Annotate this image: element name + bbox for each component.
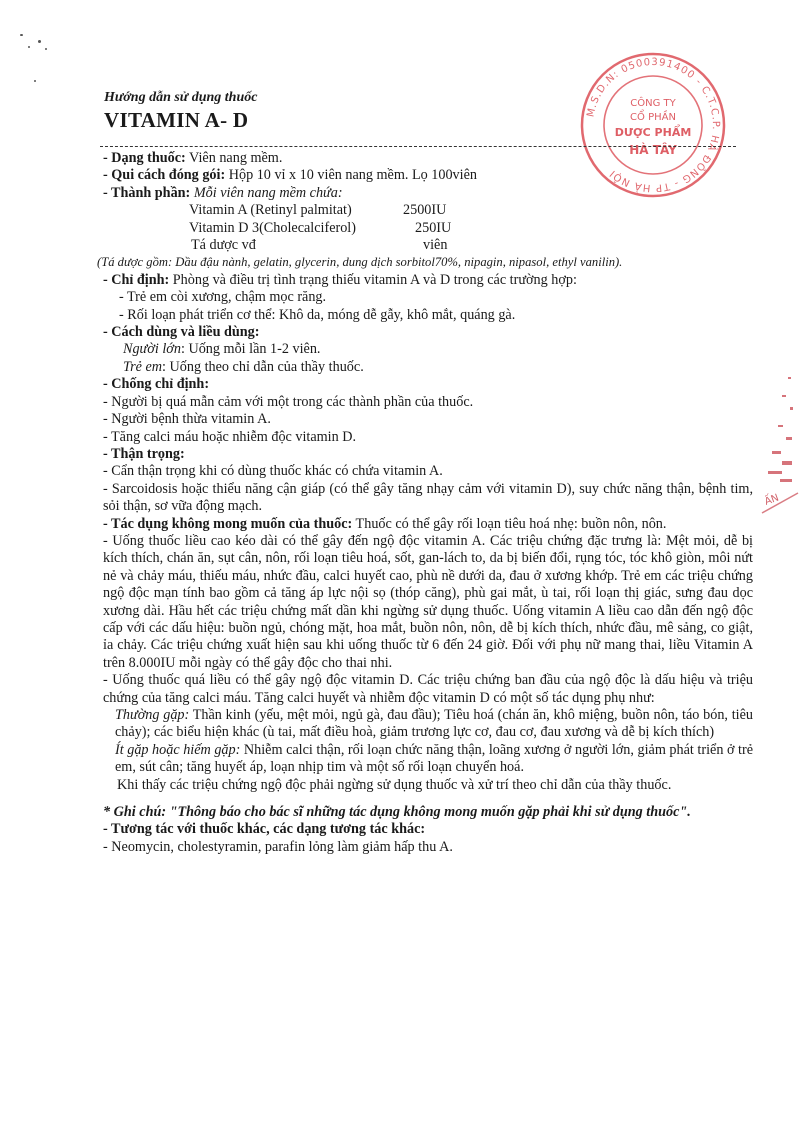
composition-value: 250IU bbox=[415, 219, 452, 236]
composition-name: Vitamin A (Retinyl palmitat) bbox=[189, 202, 352, 219]
composition-row bbox=[103, 237, 753, 254]
stamp-line-4: HÀ TÂY bbox=[629, 143, 677, 157]
chi-dinh-item: - Rối loạn phát triển cơ thể: Khô da, móng dễ gẫy, khô mắt, quáng gà. bbox=[119, 306, 516, 323]
qui-cach-text: Hộp 10 vỉ x 10 viên nang mềm. Lọ 100viên bbox=[225, 167, 477, 184]
than-trong-label: - Thận trọng: bbox=[103, 445, 185, 462]
chong-chi-dinh-label: - Chống chỉ định: bbox=[103, 376, 210, 393]
stamp-line-2: CỔ PHẦN bbox=[630, 112, 676, 123]
chi-dinh-label: - Chỉ định: bbox=[103, 271, 170, 288]
tuong-tac-label: - Tương tác với thuốc khác, các dạng tương tác khác: bbox=[103, 821, 426, 838]
rare-text: Nhiễm calci thận, rối loạn chức năng thận, loãng xương ở người lớn, giảm phát triển ở trẻ em, sút cân; tăng huyết áp, loạn nhịp tim và một số rối loạn chuyển hoá. bbox=[115, 741, 753, 776]
cach-dung-label: - Cách dùng và liều dùng: bbox=[103, 324, 260, 341]
dang-thuoc-line bbox=[103, 150, 753, 167]
thanh-phan-label: - Thành phần: bbox=[103, 184, 191, 201]
document-header bbox=[104, 90, 584, 133]
chong-chi-dinh-item: - Người bị quá mẫn cảm với một trong các thành phần của thuốc. bbox=[103, 393, 474, 410]
cach-dung-child bbox=[103, 359, 753, 376]
excipient-note: (Tá dược gồm: Dầu đậu nành, gelatin, glycerin, dung dịch sorbitol70%, nipagin, nipasol, ethyl vanilin). bbox=[97, 255, 623, 270]
composition-name: Vitamin D 3(Cholecalciferol) bbox=[189, 219, 356, 236]
ghi-chu-note: * Ghi chú: "Thông báo cho bác sĩ những tác dụng không mong muốn gặp phải khi sử dụng thuốc". bbox=[103, 804, 691, 821]
composition-value: viên bbox=[423, 237, 448, 254]
than-trong-item: - Cẩn thận trọng khi có dùng thuốc khác có chứa vitamin A. bbox=[103, 463, 443, 480]
qui-cach-line bbox=[103, 167, 753, 184]
rare-label: Ít gặp hoặc hiếm gặp: bbox=[115, 741, 241, 758]
tac-dung-closing: Khi thấy các triệu chứng ngộ độc phải ngừng sử dụng thuốc và xử trí theo chỉ dẫn của thầy thuốc. bbox=[117, 776, 672, 793]
tac-dung-text: Thuốc có thể gây rối loạn tiêu hoá nhẹ: buồn nôn, nôn. bbox=[352, 515, 667, 532]
tac-dung-line bbox=[103, 516, 753, 533]
edge-stamp-text: ẤN bbox=[763, 492, 781, 508]
composition-value: 2500IU bbox=[403, 202, 447, 219]
than-trong-item: - Sarcoidosis hoặc thiểu năng cận giáp (có thể gây tăng nhạy cảm với vitamin D), suy chức năng thận, bệnh tim, sỏi thận, sơ vữa động mạch. bbox=[103, 480, 753, 515]
chi-dinh-text: Phòng và điều trị tình trạng thiếu vitamin A và D trong các trường hợp: bbox=[169, 271, 577, 288]
stamp-line-3: DƯỢC PHẨM bbox=[614, 126, 692, 139]
chi-dinh-item: - Trẻ em còi xương, chậm mọc răng. bbox=[119, 289, 327, 306]
document-title: VITAMIN A- D bbox=[104, 108, 249, 132]
composition-row bbox=[103, 220, 753, 237]
tac-dung-rare bbox=[103, 742, 753, 777]
adult-label: Người lớn bbox=[123, 341, 181, 358]
thanh-phan-intro: Mỗi viên nang mềm chứa: bbox=[190, 184, 343, 201]
qui-cach-label: - Qui cách đóng gói: bbox=[103, 167, 226, 184]
tac-dung-label: - Tác dụng không mong muốn của thuốc: bbox=[103, 515, 353, 532]
chong-chi-dinh-item: - Tăng calci máu hoặc nhiễm độc vitamin D. bbox=[103, 428, 357, 445]
chi-dinh-line bbox=[103, 272, 753, 289]
dang-thuoc-label: - Dạng thuốc: bbox=[103, 150, 186, 166]
stamp-ring-text: M.S.D.N: 0500391400 - C.T.C.P. HÀ ĐÔNG - TP HÀ NỘI bbox=[585, 56, 722, 194]
adult-text: : Uống mỗi lần 1-2 viên. bbox=[180, 341, 321, 358]
document-subtitle: Hướng dẫn sử dụng thuốc bbox=[104, 90, 258, 105]
stamp-line-1: CÔNG TY bbox=[630, 98, 676, 109]
tuong-tac-item: - Neomycin, cholestyramin, parafin lỏng làm giảm hấp thu A. bbox=[103, 838, 453, 855]
common-label: Thường gặp: bbox=[115, 707, 190, 723]
tac-dung-paragraph-1: - Uống thuốc liều cao kéo dài có thể gây đến ngộ độc vitamin A. Các triệu chứng đặc trưng là: Mệt mỏi, dễ bị kích thích, chán ăn, sụt cân, nôn, rối loạn tiêu hoá, sốt, gan-lách to, da bị biến đổi, rụng tóc, tóc khô giòn, môi nứt nẻ và chảy máu, thiếu máu, nhức đầu, calci huyết cao, phù nề dưới da, đau ở xương khớp. Trẻ em các triệu chứng ngộ độc mạn tính bao gồm cả tăng áp lực nội sọ (thóp căng), phù gai mắt, ù tai, rối loạn thị giác, sưng đau dọc xương dài. Hầu hết các triệu chứng mất dần khi ngừng sử dụng thuốc. Uống vitamin A liều cao dẫn đến ngộ độc cấp với các dấu hiệu: buồn ngủ, chóng mặt, hoa mắt, buồn nôn, nôn, dễ bị kích thích, nhức đầu, mê sảng, co giật, ỉa chảy. Các triệu chứng xuất hiện sau khi uống thuốc từ 6 đến 24 giờ. Đối với phụ nữ mang thai, liều Vitamin A trên 8.000IU mỗi ngày có thể gây độc cho thai nhi. bbox=[103, 532, 753, 671]
cach-dung-adult bbox=[103, 341, 753, 358]
document-body bbox=[97, 150, 753, 856]
child-text: : Uống theo chỉ dẫn của thầy thuốc. bbox=[162, 358, 364, 375]
composition-name: Tá dược vđ bbox=[191, 237, 256, 254]
thanh-phan-line bbox=[103, 185, 753, 202]
common-text: Thần kinh (yếu, mệt mỏi, ngủ gà, đau đầu); Tiêu hoá (chán ăn, khô miệng, buồn nôn, táo bón, tiêu chảy); các biểu hiện khác (ù tai, mất điều hoà, giảm trương lực cơ, đau cơ, đau xương và dễ bị kích thích) bbox=[115, 707, 753, 741]
tac-dung-common bbox=[103, 707, 753, 742]
dang-thuoc-text: Viên nang mềm. bbox=[185, 150, 283, 166]
chong-chi-dinh-item: - Người bệnh thừa vitamin A. bbox=[103, 411, 271, 428]
page-edge-stamp-fragment bbox=[760, 375, 799, 515]
tac-dung-paragraph-2: - Uống thuốc quá liều có thể gây ngộ độc vitamin D. Các triệu chứng ban đầu của ngộ độc là dấu hiệu và triệu chứng của tăng calci máu. Tăng calci huyết và nhiễm độc vitamin D có một số tác dụng phụ như: bbox=[103, 672, 753, 706]
composition-row bbox=[103, 202, 753, 219]
header-divider bbox=[100, 146, 736, 147]
child-label: Trẻ em bbox=[123, 358, 163, 375]
